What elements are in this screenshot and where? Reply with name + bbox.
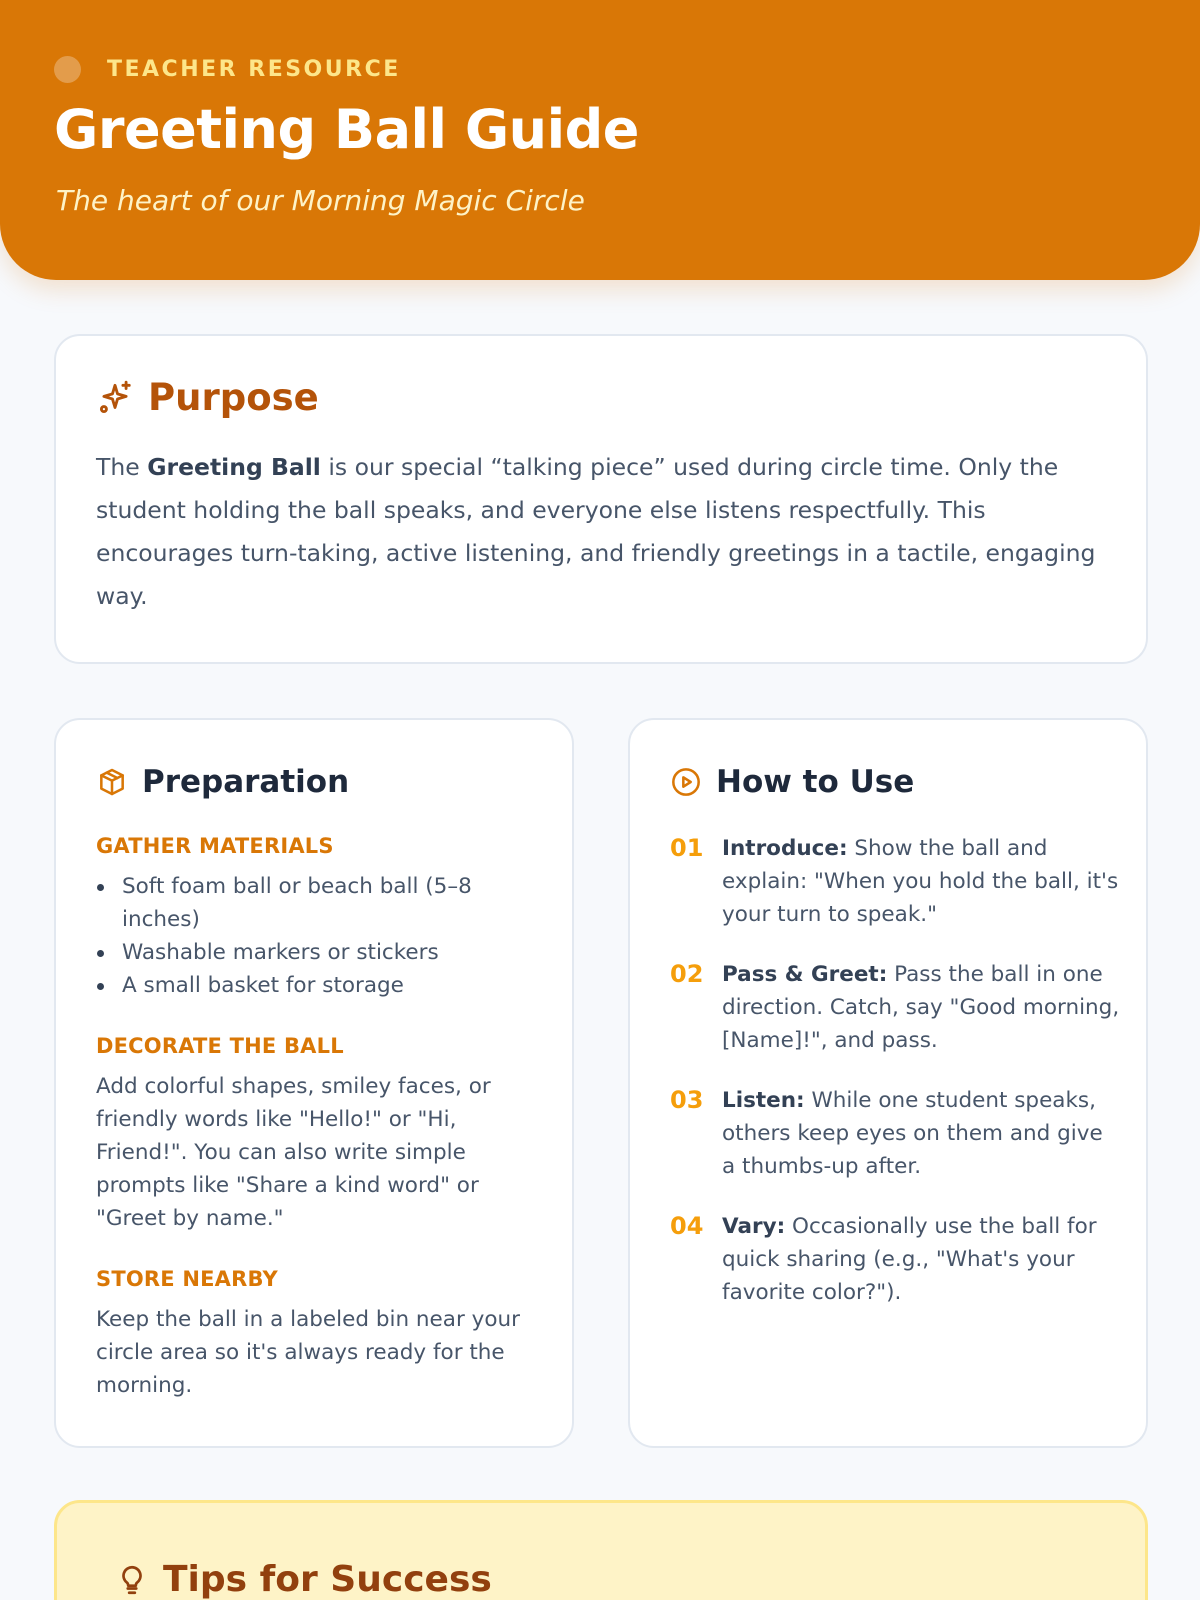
sparkles-icon: [96, 379, 134, 417]
gather-materials-heading: GATHER MATERIALS: [96, 834, 334, 858]
list-item: A small basket for storage: [96, 969, 526, 1002]
store-nearby-heading: STORE NEARBY: [96, 1267, 278, 1291]
step-item: [670, 1210, 1120, 1309]
decorate-ball-heading: DECORATE THE BALL: [96, 1034, 344, 1058]
preparation-card: [54, 718, 574, 1448]
list-item: Soft foam ball or beach ball (5–8 inches): [96, 870, 526, 936]
step-description: While one student speaks, others keep eyes on them and give a thumbs-up after.: [722, 1088, 1103, 1179]
step-number: 01: [670, 834, 704, 862]
store-nearby-text: Keep the ball in a labeled bin near your circle area so it's always ready for the morning.: [96, 1307, 520, 1398]
eyebrow-label: TEACHER RESOURCE: [107, 57, 401, 82]
step-number: 04: [670, 1212, 704, 1240]
greeting-ball-term: Greeting Ball: [147, 453, 321, 481]
step-item: [670, 958, 1120, 1057]
materials-list: [96, 870, 526, 1002]
eyebrow-row: [54, 56, 401, 83]
step-item: [670, 1084, 1120, 1183]
page-header: [0, 0, 1200, 280]
step-description: Show the ball and explain: "When you hold the ball, it's your turn to speak.": [722, 836, 1119, 927]
tips-card: [54, 1500, 1148, 1600]
step-number: 03: [670, 1086, 704, 1114]
step-text: [722, 1084, 1120, 1183]
tips-heading: [115, 1559, 492, 1600]
step-item: [670, 832, 1120, 931]
step-description: Occasionally use the ball for quick sharing (e.g., "What's your favorite color?").: [722, 1214, 1097, 1305]
preparation-heading: [96, 764, 349, 800]
list-item: Washable markers or stickers: [96, 936, 526, 969]
step-label: Vary:: [722, 1214, 786, 1239]
step-text: [722, 1210, 1120, 1309]
play-circle-icon: [670, 766, 702, 798]
how-to-use-card: [628, 718, 1148, 1448]
step-label: Introduce:: [722, 836, 848, 861]
purpose-card: [54, 334, 1148, 664]
how-to-use-heading: [670, 764, 914, 800]
purpose-title: Purpose: [148, 376, 319, 419]
lightbulb-icon: [115, 1563, 149, 1597]
dot-icon: [54, 56, 81, 83]
purpose-heading: [96, 376, 319, 419]
step-number: 02: [670, 960, 704, 988]
preparation-title: Preparation: [142, 764, 350, 800]
purpose-text: [96, 446, 1106, 618]
how-to-use-title: How to Use: [716, 764, 915, 800]
decorate-ball-text: Add colorful shapes, smiley faces, or friendly words like "Hello!" or "Hi, Friend!". You can also write simple prompts like "Share a kind word" or "Greet by name.": [96, 1074, 491, 1231]
page-title: Greeting Ball Guide: [54, 98, 639, 161]
tips-title: Tips for Success: [163, 1559, 492, 1600]
page-subtitle: The heart of our Morning Magic Circle: [56, 184, 585, 217]
step-text: [722, 958, 1120, 1057]
package-icon: [96, 766, 128, 798]
step-text: [722, 832, 1120, 931]
step-label: Listen:: [722, 1088, 805, 1113]
purpose-text-start: The: [96, 453, 148, 481]
purpose-text-rest: is our special “talking piece” used during circle time. Only the student holding the ball speaks, and everyone else listens respectfully. This encourages turn-taking, active listening, and friendly greetings in a tactile, engaging way.: [96, 453, 1096, 610]
step-label: Pass & Greet:: [722, 962, 888, 987]
step-description: Pass the ball in one direction. Catch, say "Good morning, [Name]!", and pass.: [722, 962, 1120, 1053]
